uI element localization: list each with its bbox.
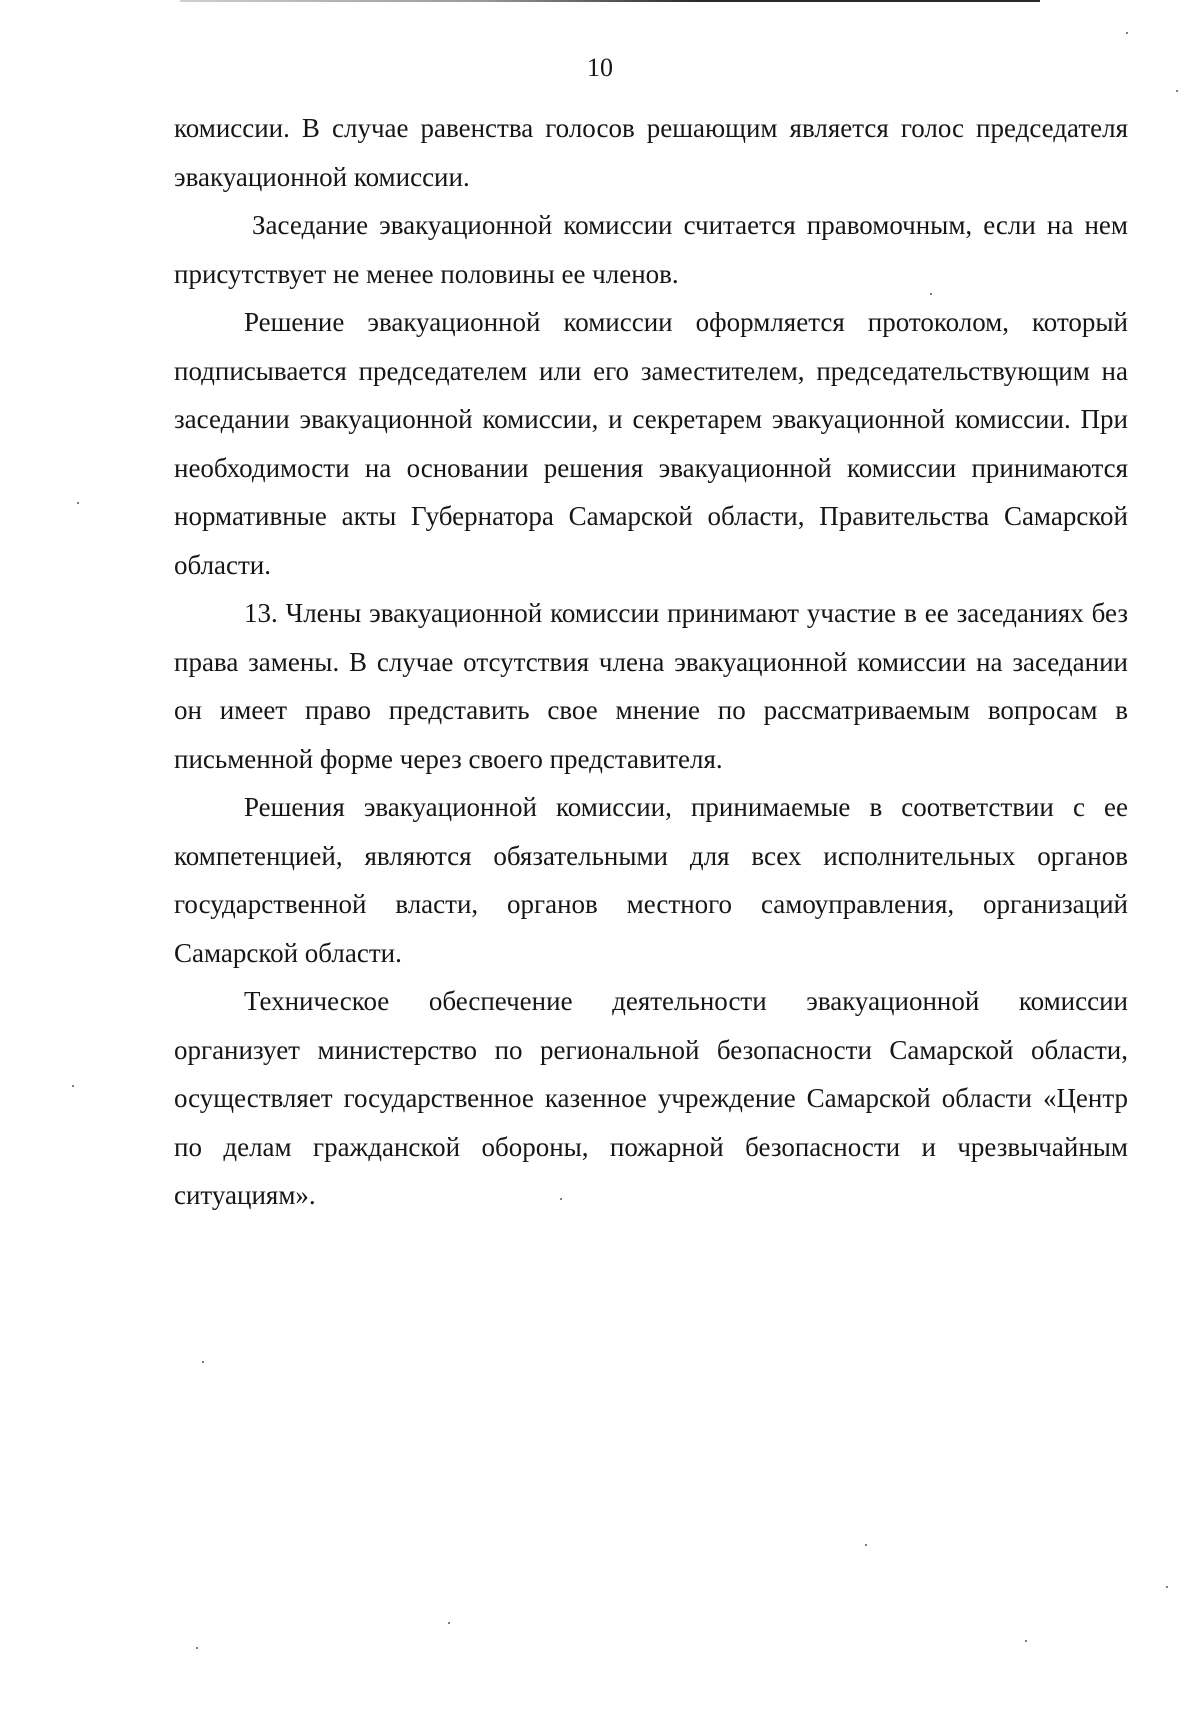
paragraph-item-13: 13. Члены эвакуационной комиссии принимают участие в ее заседаниях без права замены. В случае отсутствия члена эвакуационной комиссии на заседании он имеет право представить свое мнение по рассматриваемым вопросам в письменной форме через своего представителя.	[174, 598, 1128, 774]
page-number: 10	[587, 53, 613, 82]
paragraph-protocol: Решение эвакуационной комиссии оформляется протоколом, который подписывается председателем или его заместителем, председательствующим на заседании эвакуационной комиссии, и секретарем эвакуационной комиссии. При необходимости на основании решения эвакуационной комиссии принимаются нормативные акты Губернатора Самарской области, Правительства Самарской области.	[174, 307, 1128, 580]
scan-speck	[865, 1544, 867, 1546]
scan-speck	[77, 502, 79, 504]
scan-speck	[1126, 32, 1128, 34]
paragraph-technical-support: Техническое обеспечение деятельности эвакуационной комиссии организует министерство по региональной безопасности Самарской области, осуществляет государственное казенное учреждение Самарской области «Центр по делам гражданской обороны, пожарной безопасности и чрезвычайным ситуациям».	[174, 986, 1128, 1210]
paragraph-decisions: Решения эвакуационной комиссии, принимаемые в соответствии с ее компетенцией, являются обязательными для всех исполнительных органов государственной власти, органов местного самоуправления, организаций Самарской области.	[174, 792, 1128, 968]
scan-speck	[448, 1622, 450, 1624]
scan-speck	[930, 293, 932, 295]
scan-speck	[1025, 1640, 1027, 1642]
scan-speck	[202, 1361, 204, 1363]
document-body	[174, 104, 1128, 1220]
paragraph-continuation: комиссии. В случае равенства голосов решающим является голос председателя эвакуационной комиссии.	[174, 113, 1128, 192]
paragraph-quorum: Заседание эвакуационной комиссии считается правомочным, если на нем присутствует не менее половины ее членов.	[174, 210, 1128, 289]
scan-speck	[560, 1198, 562, 1200]
scan-speck	[196, 1647, 198, 1649]
scan-speck	[1176, 90, 1178, 92]
scan-top-edge	[180, 0, 1040, 2]
scan-speck	[1166, 1586, 1168, 1588]
scan-speck	[72, 1085, 74, 1087]
